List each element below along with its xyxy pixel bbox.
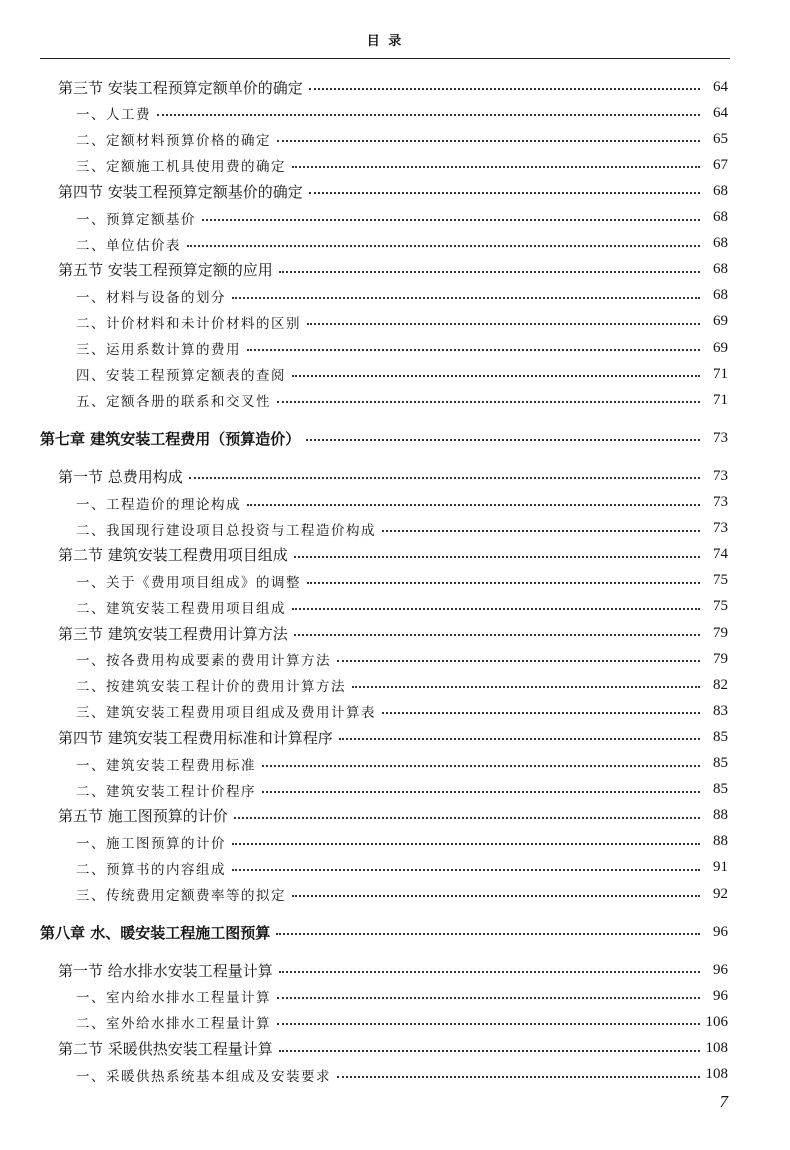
toc-section-entry bbox=[58, 803, 728, 829]
leader-dots bbox=[292, 608, 700, 610]
header-rule bbox=[40, 58, 730, 59]
toc-entry-page: 68 bbox=[713, 235, 728, 252]
toc-entry-title: 第三节 安装工程预算定额单价的确定 bbox=[58, 78, 303, 97]
toc-entry-page: 79 bbox=[713, 624, 728, 641]
toc-item-entry bbox=[76, 126, 728, 152]
toc-item-entry bbox=[76, 100, 728, 126]
toc-entry-title: 二、按建筑安装工程计价的费用计算方法 bbox=[76, 679, 346, 696]
toc-entry-title: 二、建筑安装工程费用项目组成 bbox=[76, 600, 286, 617]
toc-entry-title: 二、单位估价表 bbox=[76, 237, 181, 254]
toc-entry-title: 二、建筑安装工程计价程序 bbox=[76, 783, 256, 800]
leader-dots bbox=[202, 219, 700, 221]
toc-entry-title: 三、传统费用定额费率等的拟定 bbox=[76, 888, 286, 904]
leader-dots bbox=[307, 582, 700, 584]
toc-item-entry bbox=[76, 205, 728, 231]
leader-dots bbox=[234, 817, 700, 819]
toc-entry-title: 第四节 建筑安装工程费用标准和计算程序 bbox=[58, 728, 333, 747]
toc-entry-page: 85 bbox=[713, 728, 728, 745]
toc-entry-page: 68 bbox=[713, 209, 728, 225]
leader-dots bbox=[232, 869, 700, 871]
toc-entry-page: 108 bbox=[705, 1066, 728, 1083]
toc-item-entry bbox=[76, 516, 728, 542]
leader-dots bbox=[382, 530, 700, 532]
toc-entry-page: 74 bbox=[713, 546, 728, 563]
toc-entry-page: 73 bbox=[713, 467, 728, 484]
leader-dots bbox=[262, 765, 700, 767]
leader-dots bbox=[337, 660, 700, 662]
leader-dots bbox=[276, 933, 700, 935]
toc-entry-page: 96 bbox=[713, 923, 728, 940]
toc-section-entry bbox=[58, 724, 728, 750]
toc-entry-title: 一、材料与设备的划分 bbox=[76, 289, 226, 306]
toc-entry-page: 69 bbox=[713, 339, 728, 356]
leader-dots bbox=[382, 712, 700, 714]
toc-entry-title: 第二节 建筑安装工程费用项目组成 bbox=[58, 546, 288, 565]
leader-dots bbox=[277, 997, 700, 999]
leader-dots bbox=[337, 1076, 700, 1078]
toc-entry-title: 第五节 安装工程预算定额的应用 bbox=[58, 261, 273, 280]
toc-item-entry bbox=[76, 1009, 728, 1035]
toc-entry-title: 二、预算书的内容组成 bbox=[76, 861, 226, 878]
toc-entry-page: 71 bbox=[713, 365, 728, 382]
toc-entry-title: 一、关于《费用项目组成》的调整 bbox=[76, 574, 301, 591]
toc-entry-title: 一、人工费 bbox=[76, 107, 151, 124]
toc-item-entry bbox=[76, 594, 728, 620]
toc-entry-title: 第一节 给水排水安装工程量计算 bbox=[58, 961, 273, 980]
toc-entry-page: 65 bbox=[713, 130, 728, 147]
toc-entry-page: 85 bbox=[713, 781, 728, 798]
page-header-title: 目 录 bbox=[366, 34, 404, 49]
toc-section-entry bbox=[58, 178, 728, 204]
toc-entry-page: 64 bbox=[713, 78, 728, 95]
toc-entry-title: 一、采暖供热系统基本组成及安装要求 bbox=[76, 1068, 331, 1085]
leader-dots bbox=[309, 88, 700, 90]
toc-entry-page: 85 bbox=[713, 755, 728, 771]
toc-section-entry bbox=[58, 957, 728, 983]
toc-entry-title: 一、室内给水排水工程量计算 bbox=[76, 990, 271, 1007]
toc-entry-title: 一、工程造价的理论构成 bbox=[76, 496, 241, 513]
toc-item-entry bbox=[76, 855, 728, 881]
toc-entry-page: 68 bbox=[713, 287, 728, 304]
toc-item-entry bbox=[76, 309, 728, 335]
toc-entry-page: 96 bbox=[713, 987, 728, 1004]
toc-entry-page: 73 bbox=[713, 520, 728, 537]
toc-entry-title: 三、建筑安装工程费用项目组成及费用计算表 bbox=[76, 705, 376, 722]
toc-item-entry bbox=[76, 983, 728, 1009]
leader-dots bbox=[339, 738, 700, 740]
leader-dots bbox=[247, 504, 700, 506]
leader-dots bbox=[309, 192, 700, 194]
leader-dots bbox=[292, 895, 700, 897]
toc-entry-title: 二、计价材料和未计价材料的区别 bbox=[76, 315, 301, 332]
toc-entry-title: 三、运用系数计算的费用 bbox=[76, 342, 241, 358]
leader-dots bbox=[262, 791, 700, 793]
toc-entry-title: 五、定额各册的联系和交叉性 bbox=[76, 394, 271, 411]
leader-dots bbox=[306, 439, 700, 441]
toc-entry-title: 二、定额材料预算价格的确定 bbox=[76, 133, 271, 150]
leader-dots bbox=[279, 271, 700, 273]
toc-entry-title: 第七章 建筑安装工程费用（预算造价） bbox=[40, 429, 301, 448]
toc-entry-title: 第三节 建筑安装工程费用计算方法 bbox=[58, 624, 288, 643]
leader-dots bbox=[279, 971, 700, 973]
toc-item-entry bbox=[76, 751, 728, 777]
leader-dots bbox=[187, 245, 700, 247]
toc-chapter-entry bbox=[40, 425, 728, 451]
toc-entry-title: 第一节 总费用构成 bbox=[58, 467, 183, 486]
leader-dots bbox=[292, 166, 700, 168]
toc-entry-title: 第五节 施工图预算的计价 bbox=[58, 807, 228, 826]
toc-entry-title: 二、我国现行建设项目总投资与工程造价构成 bbox=[76, 522, 376, 539]
toc-entry-page: 64 bbox=[713, 104, 728, 121]
toc-entry-title: 二、室外给水排水工程量计算 bbox=[76, 1016, 271, 1033]
toc-entry-page: 68 bbox=[713, 182, 728, 199]
toc-entry-page: 106 bbox=[705, 1013, 728, 1030]
leader-dots bbox=[279, 1050, 700, 1052]
toc-entry-title: 三、定额施工机具使用费的确定 bbox=[76, 159, 286, 176]
leader-dots bbox=[352, 686, 700, 688]
toc-item-entry bbox=[76, 152, 728, 178]
toc-entry-page: 67 bbox=[713, 156, 728, 173]
toc-item-entry bbox=[76, 829, 728, 855]
toc-entry-page: 69 bbox=[713, 313, 728, 330]
leader-dots bbox=[189, 477, 700, 479]
leader-dots bbox=[157, 114, 700, 116]
toc-item-entry bbox=[76, 361, 728, 387]
page-number: 7 bbox=[719, 1092, 728, 1111]
toc-entry-page: 96 bbox=[713, 961, 728, 978]
toc-item-entry bbox=[76, 490, 728, 516]
toc-section-entry bbox=[58, 74, 728, 100]
toc-entry-page: 88 bbox=[713, 807, 728, 824]
toc-item-entry bbox=[76, 698, 728, 724]
leader-dots bbox=[294, 634, 700, 636]
toc-section-entry bbox=[58, 1036, 728, 1062]
leader-dots bbox=[292, 375, 700, 377]
toc-item-entry bbox=[76, 568, 728, 594]
toc-entry-title: 第二节 采暖供热安装工程量计算 bbox=[58, 1040, 273, 1058]
toc-section-entry bbox=[58, 620, 728, 646]
leader-dots bbox=[247, 349, 700, 351]
toc-item-entry bbox=[76, 777, 728, 803]
toc-item-entry bbox=[76, 1062, 728, 1088]
toc-entry-page: 79 bbox=[713, 650, 728, 667]
toc-entry-title: 一、按各费用构成要素的费用计算方法 bbox=[76, 653, 331, 670]
toc-entry-title: 一、建筑安装工程费用标准 bbox=[76, 757, 256, 774]
toc-item-entry bbox=[76, 672, 728, 698]
toc-chapter-entry bbox=[40, 919, 728, 945]
toc-entry-title: 一、预算定额基价 bbox=[76, 211, 196, 228]
toc-entry-page: 71 bbox=[713, 391, 728, 408]
toc-entry-title: 一、施工图预算的计价 bbox=[76, 835, 226, 852]
leader-dots bbox=[277, 140, 700, 142]
toc-item-entry bbox=[76, 335, 728, 361]
toc-entry-title: 第八章 水、暖安装工程施工图预算 bbox=[40, 923, 271, 942]
toc-entry-title: 第四节 安装工程预算定额基价的确定 bbox=[58, 182, 303, 201]
toc-item-entry bbox=[76, 283, 728, 309]
toc-item-entry bbox=[76, 387, 728, 413]
toc-entry-page: 92 bbox=[713, 885, 728, 902]
leader-dots bbox=[232, 843, 700, 845]
toc-entry-page: 91 bbox=[713, 859, 728, 876]
toc-entry-page: 68 bbox=[713, 261, 728, 278]
toc-item-entry bbox=[76, 881, 728, 907]
toc-entry-page: 88 bbox=[713, 833, 728, 850]
toc-entry-title: 四、安装工程预算定额表的查阅 bbox=[76, 368, 286, 385]
toc-section-entry bbox=[58, 463, 728, 489]
leader-dots bbox=[277, 401, 700, 403]
toc-entry-page: 73 bbox=[713, 494, 728, 510]
toc-entry-page: 73 bbox=[713, 429, 728, 446]
leader-dots bbox=[307, 323, 700, 325]
toc-item-entry bbox=[76, 231, 728, 257]
toc-section-entry bbox=[58, 542, 728, 568]
toc-entry-page: 75 bbox=[713, 598, 728, 615]
toc-entry-page: 75 bbox=[713, 572, 728, 589]
leader-dots bbox=[294, 556, 700, 558]
toc-item-entry bbox=[76, 646, 728, 672]
leader-dots bbox=[277, 1023, 700, 1025]
toc-entry-page: 83 bbox=[713, 702, 728, 719]
toc-entry-page: 108 bbox=[705, 1040, 728, 1056]
leader-dots bbox=[232, 297, 700, 299]
toc-section-entry bbox=[58, 257, 728, 283]
toc-entry-page: 82 bbox=[713, 676, 728, 693]
